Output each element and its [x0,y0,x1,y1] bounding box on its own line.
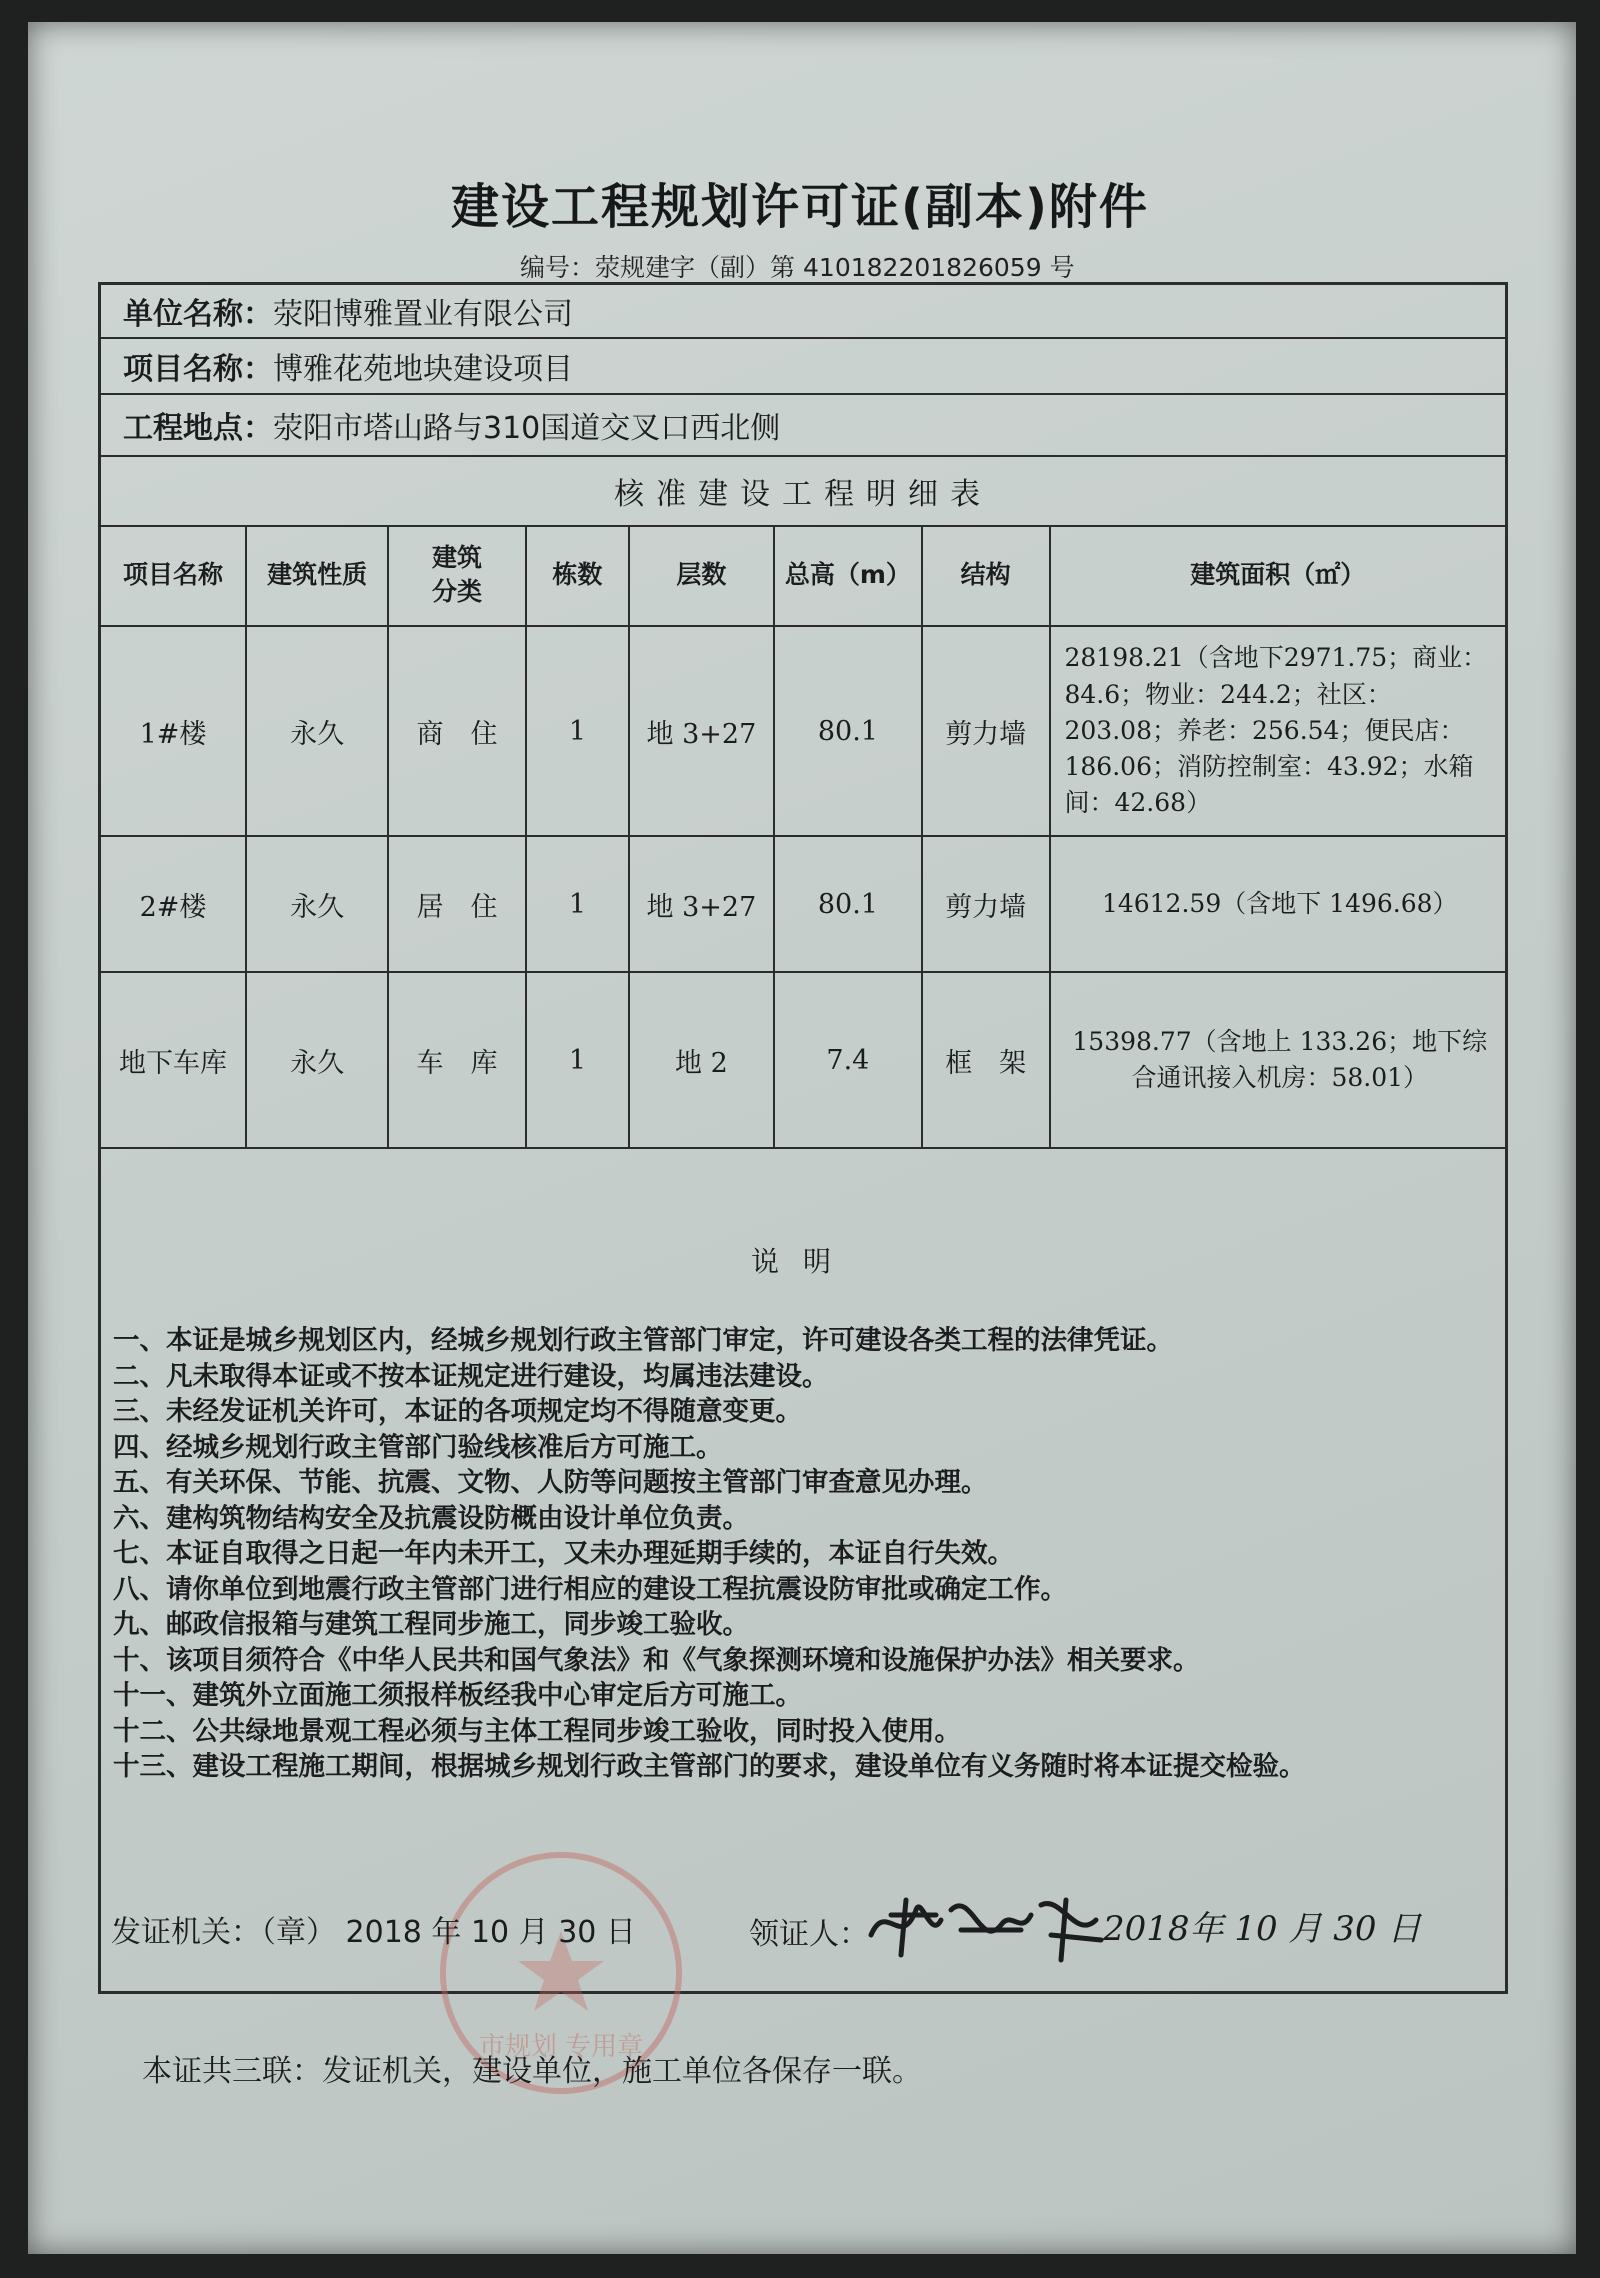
note-item: 八、请你单位到地震行政主管部门进行相应的建设工程抗震设防审批或确定工作。 [113,1573,1067,1605]
cell-nature: 永久 [246,972,388,1148]
notes-title: 说明 [750,1245,855,1278]
project-label: 项目名称： [123,352,273,387]
number-suffix: 号 [1049,253,1075,282]
col-header-category-line1: 建筑 [432,543,483,573]
cell-name: 地下车库 [101,972,246,1148]
cell-height: 80.1 [774,626,922,836]
note-item: 六、建构筑物结构安全及抗震设防概由设计单位负责。 [113,1502,749,1534]
issue-date: 2018 年 10 月 30 日 [345,1915,636,1950]
table-row [101,972,1505,1148]
unit-row [101,285,1505,339]
note-item: 四、经城乡规划行政主管部门验线核准后方可施工。 [113,1431,723,1463]
site-row [101,395,1505,457]
document-number [520,248,1083,284]
note-item: 三、未经发证机关许可，本证的各项规定均不得随意变更。 [113,1396,802,1427]
detail-table [101,525,1505,1149]
cell-count: 1 [526,972,629,1148]
document-title: 建设工程规划许可证(副本)附件 [451,179,1149,235]
cell-category: 居 住 [388,836,526,972]
col-header-category [388,525,526,626]
note-item: 十三、建设工程施工期间，根据城乡规划行政主管部门的要求，建设单位有义务随时将本证提交检验。 [113,1751,1306,1782]
table-row [101,836,1505,972]
cell-floors: 地 2 [629,972,774,1148]
cell-count: 1 [526,836,629,972]
note-item: 十二、公共绿地景观工程必须与主体工程同步竣工验收，同时投入使用。 [113,1715,961,1747]
cell-category: 商 住 [388,626,526,836]
site-label: 工程地点： [123,411,273,446]
stamp-text: 市规划 专用章 [478,2032,644,2062]
certificate-frame [98,282,1508,2062]
receiver-label: 领证人： [749,1917,869,1952]
cell-structure: 框 架 [922,972,1050,1148]
col-header-name: 项目名称 [101,525,246,626]
col-header-floors: 层数 [629,525,774,626]
number-prefix: 编号：荥规建字（副）第 [520,253,796,282]
project-row [101,339,1505,395]
cell-area: 14612.59（含地下 1496.68） [1050,836,1506,972]
col-header-area: 建筑面积（㎡） [1050,525,1506,626]
col-header-category-line2: 分类 [432,577,483,606]
note-item: 十一、建筑外立面施工须报样板经我中心审定后方可施工。 [113,1680,802,1711]
receiver-signature [861,1880,1111,1970]
cell-height: 80.1 [774,836,922,972]
cell-name: 2#楼 [101,836,246,972]
unit-label: 单位名称： [123,297,273,332]
issuer-line [111,1907,636,1951]
cell-category: 车 库 [388,972,526,1148]
table-title: 核准建设工程明细表 [101,457,1505,527]
cell-structure: 剪力墙 [922,836,1050,972]
receive-date: 2018年 10 月 30 日 [1103,1909,1422,1949]
number-value: 410182201826059 [803,253,1042,282]
footer-note: 本证共三联：发证机关，建设单位，施工单位各保存一联。 [142,2054,922,2089]
cell-area: 28198.21（含地下2971.75；商业：84.6；物业：244.2；社区：203.08；养老：256.54；便民店：186.06；消防控制室：43.92；水箱间：42.68） [1050,626,1506,836]
table-row [101,626,1505,836]
note-item: 九、邮政信报箱与建筑工程同步施工，同步竣工验收。 [113,1609,749,1640]
cell-floors: 地 3+27 [629,836,774,972]
col-header-height: 总高（m） [774,525,922,626]
unit-value: 荥阳博雅置业有限公司 [273,297,573,332]
table-header-row [101,525,1505,626]
notes-list [113,1323,1493,1785]
note-item: 一、本证是城乡规划区内，经城乡规划行政主管部门审定，许可建设各类工程的法律凭证。 [113,1325,1173,1356]
col-header-structure: 结构 [922,525,1050,626]
cell-count: 1 [526,626,629,836]
note-item: 十、该项目须符合《中华人民共和国气象法》和《气象探测环境和设施保护办法》相关要求。 [113,1644,1200,1676]
col-header-count: 栋数 [526,525,629,626]
col-header-nature: 建筑性质 [246,525,388,626]
note-item: 七、本证自取得之日起一年内未开工，又未办理延期手续的，本证自行失效。 [113,1538,1014,1569]
note-item: 二、凡未取得本证或不按本证规定进行建设，均属违法建设。 [113,1360,829,1392]
issuer-label: 发证机关：（章） [111,1915,336,1950]
cell-floors: 地 3+27 [629,626,774,836]
cell-nature: 永久 [246,836,388,972]
cell-structure: 剪力墙 [922,626,1050,836]
note-item: 五、有关环保、节能、抗震、文物、人防等问题按主管部门审查意见办理。 [113,1467,988,1498]
cell-area: 15398.77（含地上 133.26；地下综合通讯接入机房：58.01） [1050,972,1506,1148]
project-value: 博雅花苑地块建设项目 [273,352,573,387]
cell-height: 7.4 [774,972,922,1148]
site-value: 荥阳市塔山路与310国道交叉口西北侧 [273,411,781,446]
cell-nature: 永久 [246,626,388,836]
cell-name: 1#楼 [101,626,246,836]
